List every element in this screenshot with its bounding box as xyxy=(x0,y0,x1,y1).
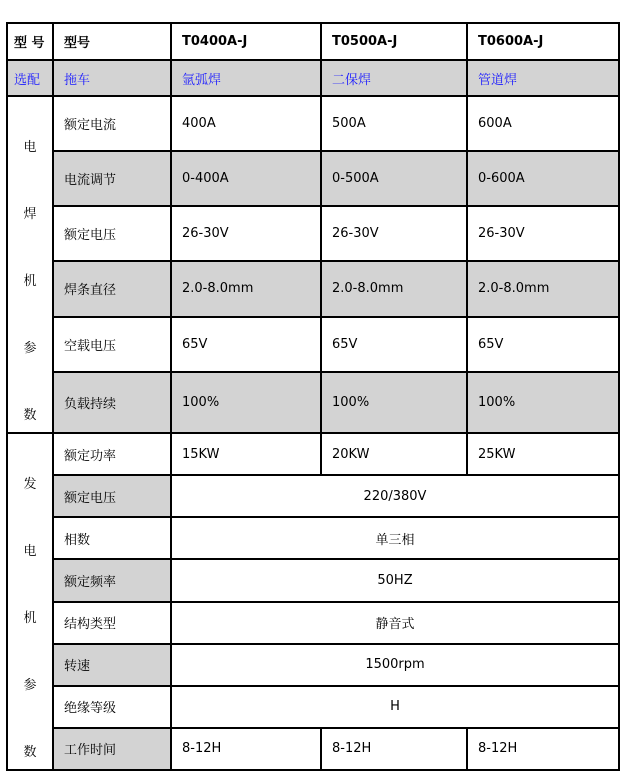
header-col0: 型 号 xyxy=(7,23,53,60)
param-name: 焊条直径 xyxy=(53,261,171,316)
param-value: 600A xyxy=(467,96,619,151)
param-value: 8-12H xyxy=(321,728,467,770)
table-row xyxy=(7,644,619,686)
param-value: 500A xyxy=(321,96,467,151)
welder-group-label: 电 焊 机 参 数 xyxy=(7,96,53,433)
table-row xyxy=(7,206,619,261)
header-model: T0400A-J xyxy=(171,23,321,60)
option-value: 氩弧焊 xyxy=(171,60,321,96)
header-col1: 型号 xyxy=(53,23,171,60)
param-value: 15KW xyxy=(171,433,321,475)
param-name: 额定电压 xyxy=(53,475,171,517)
param-name: 转速 xyxy=(53,644,171,686)
param-value: H xyxy=(171,686,619,728)
table-row xyxy=(7,602,619,644)
param-value: 26-30V xyxy=(321,206,467,261)
header-row xyxy=(7,23,619,60)
param-value: 65V xyxy=(171,317,321,372)
param-value: 26-30V xyxy=(171,206,321,261)
param-value: 8-12H xyxy=(171,728,321,770)
param-value: 单三相 xyxy=(171,517,619,559)
param-name: 相数 xyxy=(53,517,171,559)
param-name: 额定功率 xyxy=(53,433,171,475)
option-name: 拖车 xyxy=(53,60,171,96)
table-row xyxy=(7,96,619,151)
param-value: 400A xyxy=(171,96,321,151)
table-row xyxy=(7,261,619,316)
param-value: 26-30V xyxy=(467,206,619,261)
param-value: 8-12H xyxy=(467,728,619,770)
param-value: 2.0-8.0mm xyxy=(321,261,467,316)
param-name: 额定电压 xyxy=(53,206,171,261)
param-value: 100% xyxy=(321,372,467,433)
table-row xyxy=(7,517,619,559)
param-value: 2.0-8.0mm xyxy=(171,261,321,316)
param-value: 65V xyxy=(321,317,467,372)
param-value: 2.0-8.0mm xyxy=(467,261,619,316)
param-value: 1500rpm xyxy=(171,644,619,686)
param-name: 负载持续 xyxy=(53,372,171,433)
header-model: T0500A-J xyxy=(321,23,467,60)
generator-group-label: 发 电 机 参 数 xyxy=(7,433,53,770)
param-value: 静音式 xyxy=(171,602,619,644)
table-row xyxy=(7,475,619,517)
param-name: 工作时间 xyxy=(53,728,171,770)
header-model: T0600A-J xyxy=(467,23,619,60)
param-name: 结构类型 xyxy=(53,602,171,644)
table-row xyxy=(7,728,619,770)
param-value: 100% xyxy=(467,372,619,433)
table-row xyxy=(7,317,619,372)
spec-table xyxy=(6,22,620,771)
param-value: 0-600A xyxy=(467,151,619,206)
param-name: 额定电流 xyxy=(53,96,171,151)
param-value: 20KW xyxy=(321,433,467,475)
param-value: 25KW xyxy=(467,433,619,475)
param-value: 100% xyxy=(171,372,321,433)
param-value: 220/380V xyxy=(171,475,619,517)
param-value: 65V xyxy=(467,317,619,372)
table-row xyxy=(7,559,619,601)
param-name: 空载电压 xyxy=(53,317,171,372)
param-value: 50HZ xyxy=(171,559,619,601)
param-name: 电流调节 xyxy=(53,151,171,206)
table-row xyxy=(7,372,619,433)
param-value: 0-400A xyxy=(171,151,321,206)
param-name: 额定频率 xyxy=(53,559,171,601)
option-row xyxy=(7,60,619,96)
option-value: 管道焊 xyxy=(467,60,619,96)
param-name: 绝缘等级 xyxy=(53,686,171,728)
table-row xyxy=(7,686,619,728)
table-row xyxy=(7,433,619,475)
table-row xyxy=(7,151,619,206)
option-value: 二保焊 xyxy=(321,60,467,96)
option-label: 选配 xyxy=(7,60,53,96)
param-value: 0-500A xyxy=(321,151,467,206)
